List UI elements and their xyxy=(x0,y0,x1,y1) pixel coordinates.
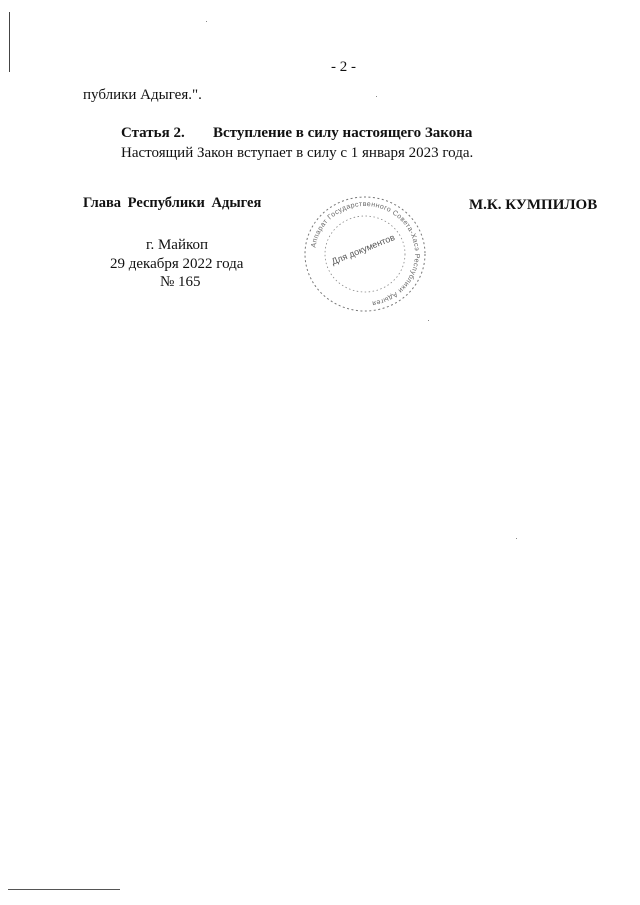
stamp-ring-text: Аппарат Государственного Совета-Хасэ Республики Адыгея xyxy=(310,200,421,307)
scan-edge-left xyxy=(9,12,10,72)
scan-edge-bottom xyxy=(8,889,120,890)
continuation-text: публики Адыгея.". xyxy=(83,87,202,103)
signatory-name: М.К. КУМПИЛОВ xyxy=(469,197,598,213)
stamp-inner-text: Для документов xyxy=(330,232,397,267)
scan-speck xyxy=(206,21,207,22)
article-number: Статья 2. xyxy=(121,125,185,141)
article-title: Вступление в силу настоящего Закона xyxy=(213,125,473,141)
scan-speck xyxy=(376,96,377,97)
article-body: Настоящий Закон вступает в силу с 1 января 2023 года. xyxy=(121,145,474,161)
official-stamp xyxy=(300,192,430,317)
signatory-position: Глава Республики Адыгея xyxy=(83,195,262,211)
page-number: - 2 - xyxy=(331,59,356,75)
signing-city: г. Майкоп xyxy=(146,237,209,253)
law-number: № 165 xyxy=(160,274,201,290)
scan-speck xyxy=(428,320,429,321)
scan-speck xyxy=(516,538,517,539)
signing-date: 29 декабря 2022 года xyxy=(110,256,244,272)
